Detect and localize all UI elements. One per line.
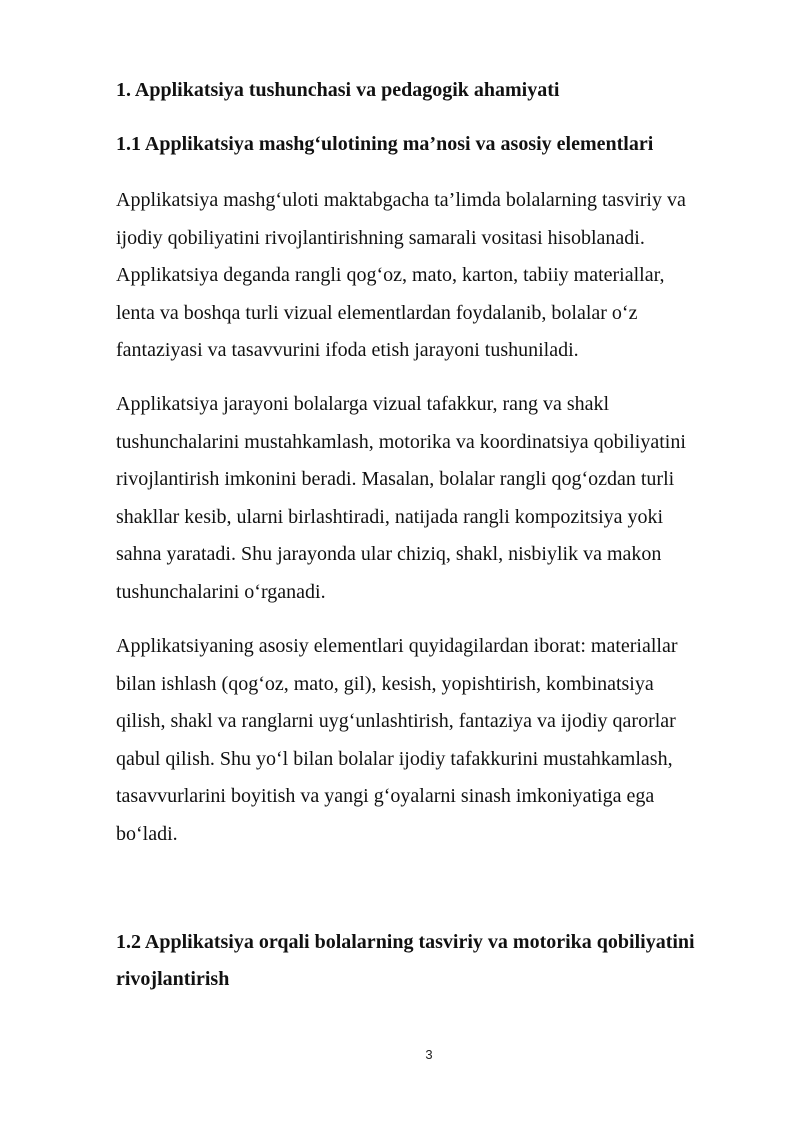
paragraph-line: Applikatsiya jarayoni bolalarga vizual tafakkur, rang va shakl bbox=[116, 393, 610, 415]
subsection-heading-1-2 bbox=[116, 924, 746, 998]
paragraph-line: tushunchalarini o‘rganadi. bbox=[116, 580, 326, 603]
page-number: 3 bbox=[425, 1047, 433, 1062]
paragraph-line: qabul qilish. Shu yo‘l bilan bolalar ijodiy tafakkurini mustahkamlash, bbox=[116, 747, 673, 770]
paragraph-line: ijodiy qobiliyatini rivojlantirishning samarali vositasi hisoblanadi. bbox=[116, 226, 645, 249]
paragraph-line: Applikatsiyaning asosiy elementlari quyidagilardan iborat: materiallar bbox=[116, 635, 678, 657]
paragraph-line: Applikatsiya mashg‘uloti maktabgacha ta’limda bolalarning tasviriy va bbox=[116, 189, 686, 211]
section-heading-1 bbox=[116, 72, 746, 109]
paragraph-line: shakllar kesib, ularni birlashtiradi, natijada rangli kompozitsiya yoki bbox=[116, 505, 664, 528]
paragraph-line: lenta va boshqa turli vizual elementlardan foydalanib, bolalar o‘z bbox=[116, 301, 638, 324]
paragraph-1 bbox=[116, 182, 746, 370]
paragraph-line: qilish, shakl va ranglarni uyg‘unlashtirish, fantaziya va ijodiy qarorlar bbox=[116, 710, 676, 732]
paragraph-line: rivojlantirish imkonini beradi. Masalan, bolalar rangli qog‘ozdan turli bbox=[116, 468, 675, 490]
paragraph-line: Applikatsiya deganda rangli qog‘oz, mato, karton, tabiiy materiallar, bbox=[116, 264, 665, 286]
paragraph-2 bbox=[116, 386, 746, 611]
heading-line: 1.2 Applikatsiya orqali bolalarning tasviriy va motorika qobiliyatini bbox=[116, 931, 695, 953]
paragraph-line: bo‘ladi. bbox=[116, 822, 178, 845]
heading-text: 1.1 Applikatsiya mashg‘ulotining ma’nosi va asosiy elementlari bbox=[116, 133, 654, 155]
heading-line: rivojlantirish bbox=[116, 968, 230, 990]
paragraph-line: bilan ishlash (qog‘oz, mato, gil), kesish, yopishtirish, kombinatsiya bbox=[116, 672, 654, 695]
paragraph-line: fantaziyasi va tasavvurini ifoda etish jarayoni tushuniladi. bbox=[116, 339, 579, 361]
paragraph-line: tushunchalarini mustahkamlash, motorika va koordinatsiya qobiliyatini bbox=[116, 430, 686, 453]
heading-text: 1. Applikatsiya tushunchasi va pedagogik ahamiyati bbox=[116, 79, 560, 101]
paragraph-line: sahna yaratadi. Shu jarayonda ular chiziq, shakl, nisbiylik va makon bbox=[116, 543, 662, 565]
paragraph-3 bbox=[116, 628, 746, 853]
paragraph-line: tasavvurlarini boyitish va yangi g‘oyalarni sinash imkoniyatiga ega bbox=[116, 785, 655, 807]
subsection-heading-1-1 bbox=[116, 126, 746, 163]
